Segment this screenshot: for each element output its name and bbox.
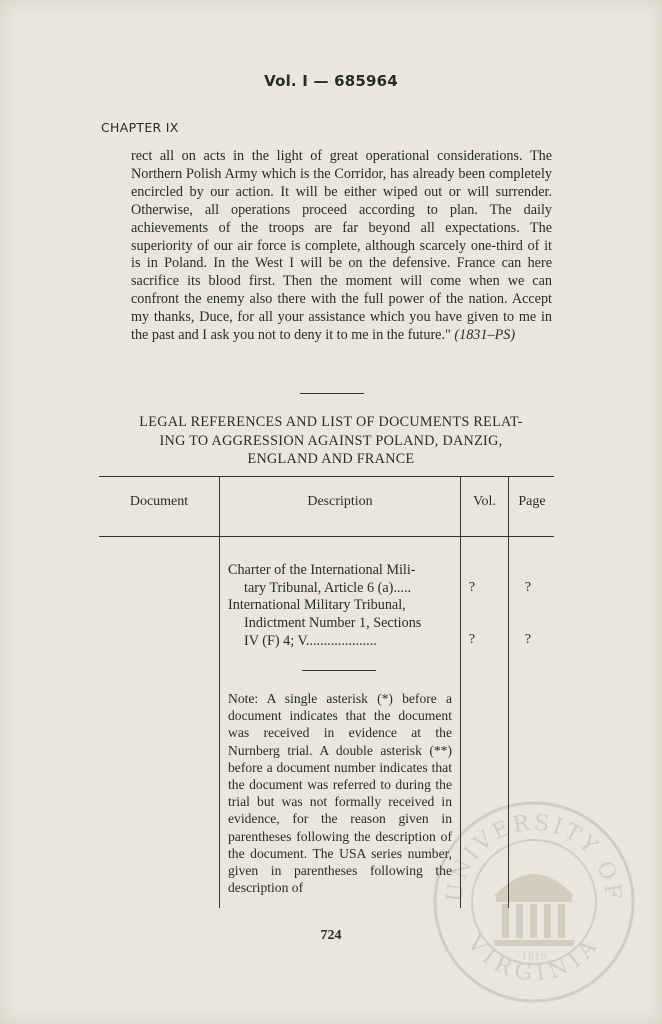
section-title-line: ING TO AGGRESSION AGAINST POLAND, DANZIG, <box>159 432 503 449</box>
section-title <box>96 413 566 469</box>
row-vol: ? <box>468 580 476 595</box>
column-header-vol: Vol. <box>473 494 496 509</box>
running-head: Vol. I — 685964 <box>264 72 398 90</box>
row-description-line: Charter of the International Mili- <box>228 562 416 578</box>
body-text: rect all on acts in the light of great operational considerations. The Northern Polish Army which is the Corridor, has already been completely encircled by our action. It will be either wiped out or will surrender. Otherwise, all operations proceed according to plan. The daily achievements of the troops are far beyond all expectations. The superiority of our air force is complete, although scarcely one-third of it is in Poland. In the West I will be on the defensive. France can here sacrifice its blood first. Then the moment will come when we can confront the enemy also there with the full power of the nation. Accept my thanks, Duce, for all your assistance which you have given to me in the past and I ask you not to deny it to me in the future." <box>131 148 552 344</box>
column-header-description: Description <box>307 494 373 509</box>
row-description-line: IV (F) 4; V.................... <box>244 632 377 649</box>
seal-year: 1819 <box>521 952 547 963</box>
row-page: ? <box>524 632 532 647</box>
page-number: 724 <box>320 928 342 943</box>
column-header-document: Document <box>129 494 189 509</box>
svg-text:UNIVERSITY OF: UNIVERSITY OF <box>442 810 626 904</box>
table-divider <box>302 670 376 671</box>
section-title-line: ENGLAND AND FRANCE <box>247 451 415 467</box>
citation: (1831–PS) <box>454 327 516 344</box>
table-row <box>228 597 456 650</box>
table-row <box>228 562 456 598</box>
section-divider <box>300 393 364 394</box>
row-description-line: tary Tribunal, Article 6 (a)..... <box>244 579 412 596</box>
university-seal-watermark <box>432 800 636 1004</box>
row-description-line: International Military Tribunal, <box>228 597 406 613</box>
table-top-rule <box>99 476 554 477</box>
column-header-page: Page <box>518 494 546 509</box>
column-divider <box>219 476 220 908</box>
table-note: Note: A single asterisk (*) before a document indicates that the document was received in evidence at the Nurnberg trial. A double asterisk (**) before a document number indicates that the document was referred to during the trial but was not formally received in evidence, for the reason given in parentheses following the description of the document. The USA series number, given in parentheses following the description of <box>228 691 452 896</box>
row-page: ? <box>524 580 532 595</box>
svg-text:VIRGINIA: VIRGINIA <box>462 931 606 987</box>
row-vol: ? <box>468 632 476 647</box>
section-title-line: LEGAL REFERENCES AND LIST OF DOCUMENTS RELAT- <box>139 414 523 430</box>
chapter-label: CHAPTER IX <box>101 120 179 135</box>
row-description-line: Indictment Number 1, Sections <box>244 614 422 631</box>
table-header-rule <box>99 536 554 537</box>
body-paragraph <box>131 148 552 345</box>
